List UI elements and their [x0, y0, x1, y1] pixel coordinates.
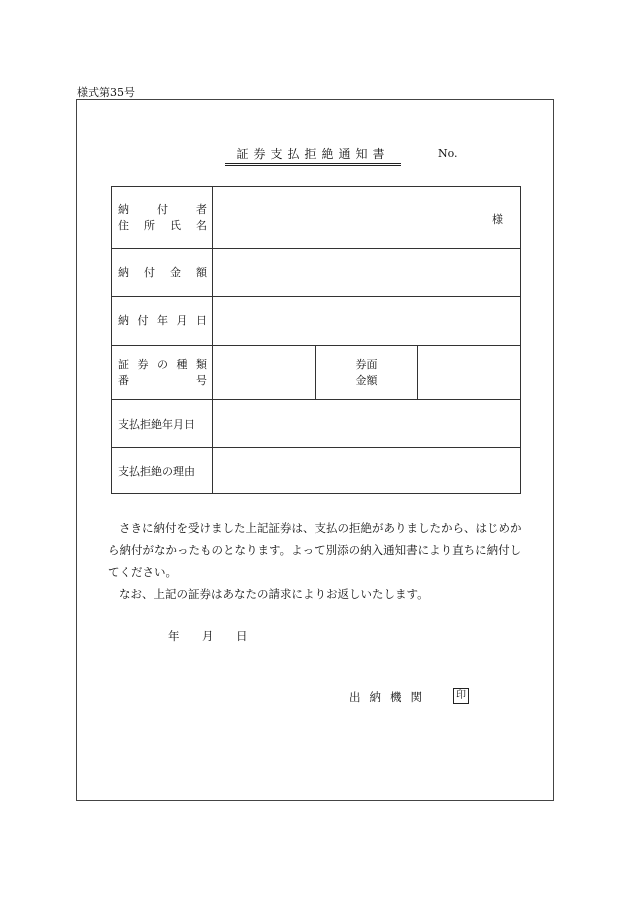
payment-date-label-char: 年	[157, 314, 168, 327]
amount-label-cell	[112, 249, 213, 297]
amount-label	[118, 265, 207, 281]
refusal-reason-label-cell	[112, 448, 213, 494]
amount-label-char: 額	[196, 265, 207, 279]
date-month-label: 月	[202, 629, 214, 643]
issuer-label: 出納機関	[349, 690, 431, 704]
face-amount-label-line2: 金額	[355, 373, 378, 387]
refusal-date-label: 支払拒絶年月日	[118, 417, 195, 431]
table-row-securities-kind	[112, 346, 521, 400]
payment-date-label-char: 月	[176, 314, 188, 327]
seal-stamp: 印	[453, 688, 469, 704]
refusal-date-value-cell[interactable]	[213, 400, 521, 448]
securities-kind-label-char: 種	[176, 357, 188, 371]
securities-kind-label-char: の	[157, 357, 168, 371]
table-row-payment-date	[112, 297, 521, 346]
securities-kind-label-line1	[118, 357, 207, 373]
securities-number-label-char: 番	[118, 373, 129, 387]
table-row-refusal-reason	[112, 448, 521, 494]
refusal-date-label-cell	[112, 400, 213, 448]
payer-label-line1	[118, 202, 207, 218]
face-amount-label-cell	[315, 346, 418, 400]
payment-date-label	[118, 313, 207, 329]
notice-paragraph-1: さきに納付を受けました上記証券は、支払の拒絶がありましたから、はじめから納付がなかったものとなります。よって別添の納入通知書により直ちに納付してください。	[108, 521, 522, 579]
payment-date-label-char: 日	[196, 314, 207, 327]
refusal-reason-label: 支払拒絶の理由	[118, 464, 195, 478]
payer-honorific: 様	[492, 213, 503, 226]
refusal-reason-value-cell[interactable]	[213, 448, 521, 494]
payment-date-label-char: 納	[118, 314, 129, 327]
payer-label-cell	[112, 187, 213, 249]
payer-label-char: 所	[144, 218, 155, 232]
table-row-refusal-date	[112, 400, 521, 448]
date-year-label: 年	[168, 629, 180, 643]
face-amount-value-cell[interactable]	[418, 346, 521, 400]
table-row-payer	[112, 187, 521, 249]
notice-table	[111, 186, 521, 494]
amount-value-cell[interactable]	[213, 249, 521, 297]
securities-number-label-char: 号	[196, 373, 207, 387]
payer-label-char: 氏	[170, 218, 181, 232]
securities-kind-value-cell[interactable]	[213, 346, 316, 400]
payer-label-line2	[118, 218, 207, 234]
number-label: No.	[438, 147, 458, 160]
form-number: 様式第35号	[77, 86, 135, 99]
face-amount-label-line1: 券面	[355, 357, 378, 371]
securities-kind-label-char: 券	[137, 357, 149, 371]
payment-date-label-cell	[112, 297, 213, 346]
securities-kind-label-cell	[112, 346, 213, 400]
notice-body	[108, 517, 524, 605]
date-day-label: 日	[236, 629, 248, 643]
payer-label-char: 名	[196, 218, 207, 232]
amount-label-char: 金	[170, 265, 181, 279]
payer-value-cell[interactable]	[213, 187, 521, 249]
payer-label-char: 住	[118, 218, 129, 232]
notice-paragraph-2: なお、上記の証券はあなたの請求によりお返しいたします。	[119, 587, 429, 601]
payer-label-char: 者	[196, 202, 207, 216]
document-title: 証券支払拒絶通知書	[225, 145, 401, 166]
payment-date-label-char: 付	[137, 314, 149, 327]
amount-label-char: 付	[144, 265, 155, 279]
securities-kind-label-char: 類	[196, 357, 207, 371]
table-row-amount	[112, 249, 521, 297]
securities-number-label	[118, 373, 207, 389]
securities-kind-label-char: 証	[118, 357, 129, 371]
payer-label-char: 付	[157, 202, 168, 216]
amount-label-char: 納	[118, 265, 129, 279]
payer-label-char: 納	[118, 202, 129, 216]
payment-date-value-cell[interactable]	[213, 297, 521, 346]
